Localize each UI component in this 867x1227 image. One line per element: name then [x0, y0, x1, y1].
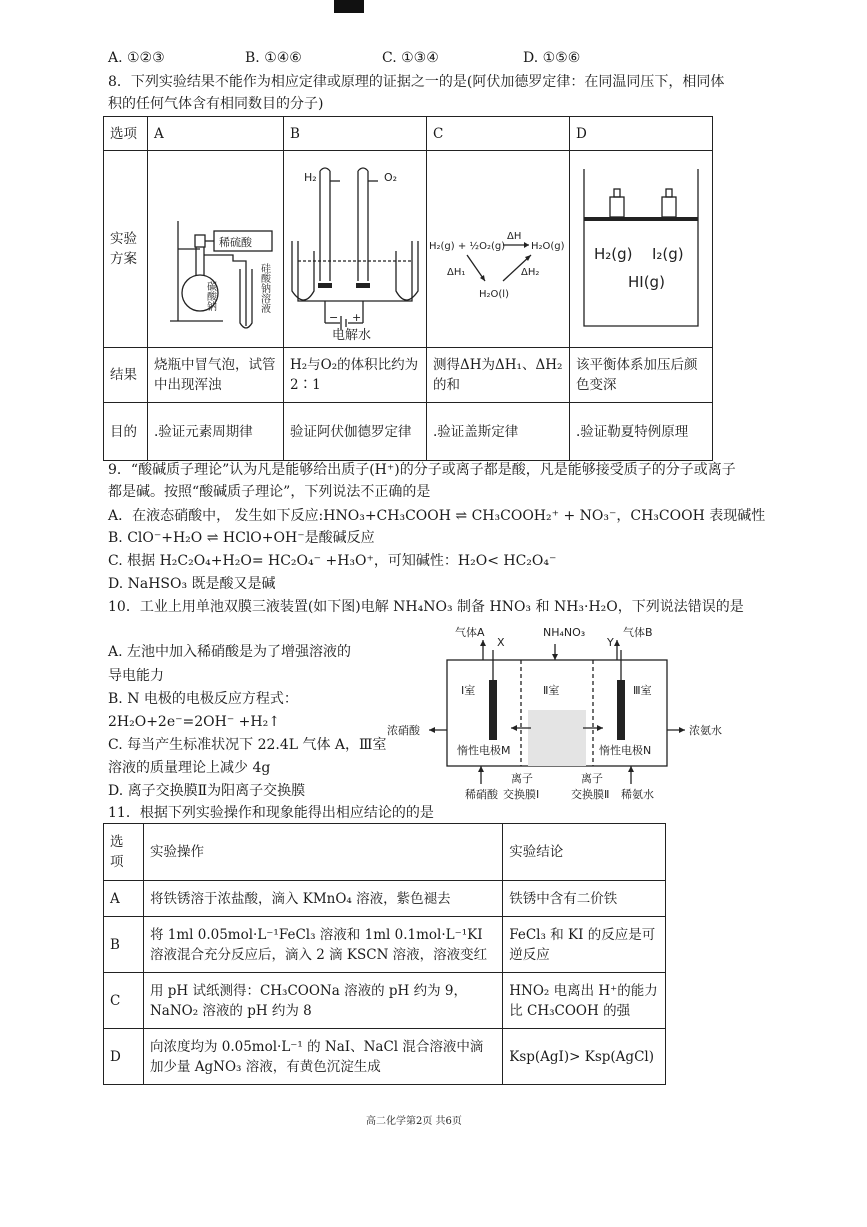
diagram-x: X: [497, 636, 505, 649]
q8-purpose-c: .验证盖斯定律: [427, 403, 570, 461]
diagram-b-plus: +: [352, 311, 362, 324]
diagram-room1: Ⅰ室: [461, 684, 476, 697]
q9-option-c[interactable]: C. 根据 H₂C₂O₄+H₂O= HC₂O₄⁻ +H₃O⁺，可知碱性：H₂O< HC₂O₄⁻: [108, 553, 557, 569]
diagram-b-h2: H₂: [304, 171, 317, 184]
q8-result-c: 测得ΔH为ΔH₁、ΔH₂的和: [427, 348, 570, 403]
q8-purpose-b: 验证阿伏伽德罗定律: [284, 403, 427, 461]
diagram-d-hi: HI(g): [628, 273, 665, 291]
q8-header-a: A: [148, 117, 284, 151]
diagram-c-dh: ΔH: [507, 231, 522, 242]
diagram-membrane2-a: 离子: [581, 772, 603, 785]
q8-result-b: H₂与O₂的体积比约为2∶1: [284, 348, 427, 403]
diagram-c-right: H₂O(g): [531, 241, 565, 252]
diagram-a-left-label: 碳酸钠: [204, 281, 216, 311]
diagram-c-dh1: ΔH₁: [447, 267, 466, 278]
diagram-out-left: 浓硝酸: [387, 724, 420, 737]
q11-row-d-conclusion: Ksp(AgI)> Ksp(AgCl): [503, 1029, 666, 1085]
option-a[interactable]: A. ①②③: [108, 50, 165, 66]
q8-row-label-result: 结果: [104, 348, 148, 403]
q11-row-d-option: D: [104, 1029, 144, 1085]
diagram-gas-a: 气体A: [455, 626, 485, 639]
q11-stem: 11．根据下列实验操作和现象能得出相应结论的的是: [108, 805, 434, 821]
diagram-d-i2: I₂(g): [652, 245, 684, 263]
q11-row-c-option: C: [104, 973, 144, 1029]
q8-stem-line1: 8．下列实验结果不能作为相应定律或原理的证据之一的是(阿伏加德罗定律：在同温同压下，相同体: [108, 74, 725, 90]
diagram-in-right: 稀氨水: [621, 788, 654, 801]
diagram-membrane1-a: 离子: [511, 772, 533, 785]
q11-header-operation: 实验操作: [143, 824, 502, 881]
q10-electrolysis-diagram: [385, 618, 730, 823]
diagram-nh4no3: NH₄NO₃: [543, 626, 586, 639]
q8-diagram-d: [570, 151, 713, 348]
q11-header-option: 选项: [104, 824, 144, 881]
q9-option-a[interactable]: A．在液态硝酸中， 发生如下反应:HNO₃+CH₃COOH ⇌ CH₃COOH₂⁺ + NO₃⁻，CH₃COOH 表现碱性: [108, 508, 766, 524]
option-b[interactable]: B. ①④⑥: [245, 50, 302, 66]
q11-row-c-operation: 用 pH 试纸测得：CH₃COONa 溶液的 pH 约为 9，NaNO₂ 溶液的 pH 约为 8: [143, 973, 502, 1029]
q11-header-conclusion: 实验结论: [503, 824, 666, 881]
q9-stem-line1: 9．“酸碱质子理论”认为凡是能够给出质子(H⁺)的分子或离子都是酸，凡是能够接受质子的分子或离子: [108, 462, 736, 478]
q11-row-a-option: A: [104, 881, 144, 917]
diagram-in-left: 稀硝酸: [465, 788, 498, 801]
q8-diagram-a: [148, 151, 284, 348]
option-d[interactable]: D. ①⑤⑥: [523, 50, 581, 66]
diagram-b-minus: −: [329, 311, 339, 324]
diagram-c-left: H₂(g) + ½O₂(g): [429, 241, 506, 252]
q11-row-b-conclusion: FeCl₃ 和 KI 的反应是可逆反应: [503, 917, 666, 973]
q11-row-b-operation: 将 1ml 0.05mol·L⁻¹FeCl₃ 溶液和 1ml 0.1mol·L⁻¹KI 溶液混合充分反应后，滴入 2 滴 KSCN 溶液，溶液变红: [143, 917, 502, 973]
diagram-out-right: 浓氨水: [689, 724, 722, 737]
q8-diagram-b: [284, 151, 427, 348]
diagram-membrane2-b: 交换膜Ⅱ: [571, 788, 610, 801]
diagram-room3: Ⅲ室: [633, 684, 652, 697]
q10-stem: 10．工业上用单池双膜三液装置(如下图)电解 NH₄NO₃ 制备 HNO₃ 和 NH₃·H₂O，下列说法错误的是: [108, 599, 744, 615]
diagram-a-acid-label: 稀硫酸: [219, 236, 252, 249]
q8-purpose-d: .验证勒夏特例原理: [570, 403, 713, 461]
q11-table: [103, 823, 666, 1085]
page-footer: 高二化学第2页 共6页: [366, 1116, 462, 1127]
diagram-d-h2: H₂(g): [594, 245, 633, 263]
q9-stem-line2: 都是碱。按照“酸碱质子理论”，下列说法不正确的是: [108, 484, 431, 500]
diagram-b-o2: O₂: [384, 171, 398, 184]
q8-table: [103, 116, 713, 461]
q10-option-b-cont: 2H₂O+2e⁻=2OH⁻ +H₂↑: [108, 714, 280, 730]
option-c[interactable]: C. ①③④: [382, 50, 439, 66]
q8-stem-line2: 积的任何气体含有相同数目的分子): [108, 96, 324, 112]
q8-header-d: D: [570, 117, 713, 151]
q8-result-d: 该平衡体系加压后颜色变深: [570, 348, 713, 403]
diagram-gas-b: 气体B: [623, 626, 653, 639]
q8-header-option: 选项: [104, 117, 148, 151]
q10-option-c-cont: 溶液的质量理论上减少 4g: [108, 760, 271, 776]
diagram-room2: Ⅱ室: [543, 684, 560, 697]
q9-option-b[interactable]: B. ClO⁻+H₂O ⇌ HClO+OH⁻是酸碱反应: [108, 530, 375, 546]
q8-row-label-plan: 实验方案: [104, 151, 148, 348]
scan-mark: [334, 0, 364, 13]
diagram-electrode-n: 惰性电极N: [599, 744, 652, 757]
q8-result-a: 烧瓶中冒气泡，试管中出现浑浊: [148, 348, 284, 403]
diagram-a-right-label: 硅酸钠溶液: [258, 263, 270, 313]
diagram-electrode-m: 惰性电极M: [457, 744, 511, 757]
diagram-membrane1-b: 交换膜Ⅰ: [503, 788, 540, 801]
q8-row-label-purpose: 目的: [104, 403, 148, 461]
q8-purpose-a: .验证元素周期律: [148, 403, 284, 461]
q9-option-d[interactable]: D. NaHSO₃ 既是酸又是碱: [108, 576, 276, 592]
q11-row-b-option: B: [104, 917, 144, 973]
q11-row-c-conclusion: HNO₂ 电离出 H⁺的能力比 CH₃COOH 的强: [503, 973, 666, 1029]
q10-option-c[interactable]: C. 每当产生标准状况下 22.4L 气体 A，Ⅲ室: [108, 737, 387, 753]
q10-option-a[interactable]: A. 左池中加入稀硝酸是为了增强溶液的: [108, 644, 352, 660]
diagram-c-dh2: ΔH₂: [521, 267, 540, 278]
q8-header-c: C: [427, 117, 570, 151]
q11-row-d-operation: 向浓度均为 0.05mol·L⁻¹ 的 NaI、NaCl 混合溶液中滴加少量 AgNO₃ 溶液，有黄色沉淀生成: [143, 1029, 502, 1085]
diagram-y: Y: [607, 636, 614, 649]
q10-option-d[interactable]: D. 离子交换膜Ⅱ为阳离子交换膜: [108, 783, 306, 799]
q8-diagram-c: [427, 151, 570, 348]
q11-row-a-operation: 将铁锈溶于浓盐酸，滴入 KMnO₄ 溶液，紫色褪去: [143, 881, 502, 917]
diagram-c-bottom: H₂O(l): [479, 289, 509, 300]
q11-row-a-conclusion: 铁锈中含有二价铁: [503, 881, 666, 917]
q10-option-b[interactable]: B. N 电极的电极反应方程式：: [108, 691, 298, 707]
q10-option-a-cont: 导电能力: [108, 668, 164, 684]
diagram-b-caption: 电解水: [332, 328, 372, 341]
q8-header-b: B: [284, 117, 427, 151]
